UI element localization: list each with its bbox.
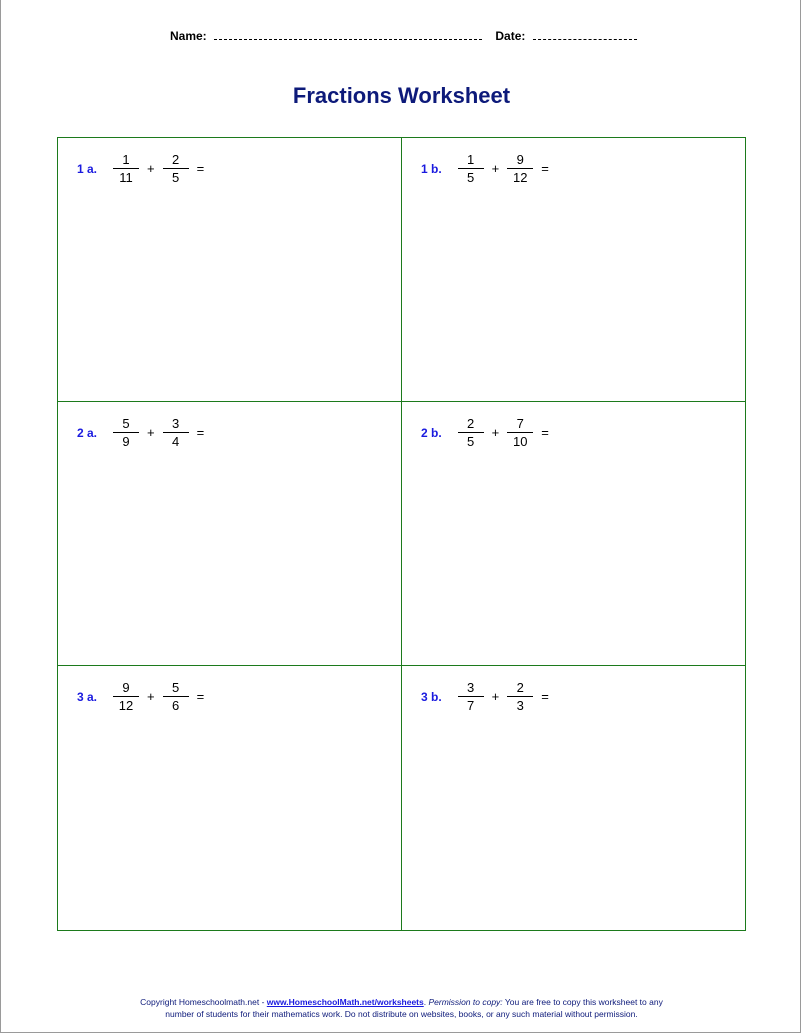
permission-label: Permission to copy: [428, 997, 503, 1007]
copyright-text: Copyright Homeschoolmath.net - [140, 997, 267, 1007]
footer-period: . [423, 997, 429, 1007]
equals-sign: = [196, 425, 205, 440]
denominator: 3 [507, 696, 533, 713]
permission-text: You are free to copy this worksheet to any [502, 997, 663, 1007]
problem-label: 2 b. [421, 425, 442, 440]
numerator: 3 [467, 680, 475, 695]
equals-sign: = [541, 161, 549, 176]
plus-sign: + [491, 161, 500, 176]
numerator: 9 [122, 680, 130, 695]
fraction [111, 152, 141, 185]
numerator: 7 [516, 416, 524, 431]
problem-label: 3 b. [421, 689, 442, 704]
fraction [111, 416, 141, 449]
numerator: 1 [122, 152, 130, 167]
equals-sign: = [541, 425, 549, 440]
problem [77, 680, 210, 713]
problem [421, 416, 555, 449]
footer-line-1 [0, 996, 803, 1008]
footer-line-2: number of students for their mathematics work. Do not distribute on websites, books, or any such material without permission. [165, 1009, 638, 1019]
worksheet-title: Fractions Worksheet [292, 83, 511, 108]
fraction [505, 416, 535, 449]
denominator: 4 [163, 432, 189, 449]
problem-label: 2 a. [77, 425, 98, 440]
equals-sign: = [541, 689, 549, 704]
footer [0, 996, 803, 1020]
equals-sign: = [196, 161, 205, 176]
problem-cell [58, 138, 402, 402]
problem-cell [402, 666, 746, 930]
problem [77, 152, 210, 185]
date-label: Date: [495, 29, 526, 43]
fraction [111, 680, 141, 713]
denominator: 7 [458, 696, 484, 713]
numerator: 2 [467, 416, 475, 431]
plus-sign: + [147, 161, 155, 176]
equals-sign: = [196, 689, 205, 704]
numerator: 1 [467, 152, 475, 167]
denominator: 9 [113, 432, 139, 449]
fraction [505, 680, 535, 713]
problem-label: 3 a. [77, 689, 98, 704]
numerator: 2 [516, 680, 524, 695]
fraction [161, 680, 191, 713]
plus-sign: + [491, 689, 500, 704]
numerator: 3 [171, 416, 180, 431]
fraction [505, 152, 535, 185]
name-blank-line [214, 29, 482, 40]
denominator: 12 [507, 168, 533, 185]
denominator: 6 [163, 696, 189, 713]
plus-sign: + [147, 425, 155, 440]
problem-cell [58, 402, 402, 666]
denominator: 12 [113, 696, 139, 713]
header-line [170, 29, 637, 43]
problem-label: 1 a. [77, 161, 98, 176]
date-blank-line [533, 29, 637, 40]
numerator: 9 [516, 152, 524, 167]
problem-cell [402, 402, 746, 666]
plus-sign: + [147, 689, 155, 704]
denominator: 5 [163, 168, 189, 185]
problem-cell [58, 666, 402, 930]
worksheets-link[interactable]: www.HomeschoolMath.net/worksheets [266, 997, 424, 1007]
problem-label: 1 b. [421, 161, 442, 176]
problem [421, 680, 555, 713]
denominator: 10 [507, 432, 533, 449]
problem-cell [402, 138, 746, 402]
problem [77, 416, 210, 449]
problem-grid [57, 137, 746, 931]
problem [421, 152, 555, 185]
denominator: 11 [113, 168, 139, 185]
plus-sign: + [491, 425, 500, 440]
denominator: 5 [458, 432, 484, 449]
fraction [161, 416, 191, 449]
fraction [456, 416, 486, 449]
numerator: 2 [171, 152, 180, 167]
name-label: Name: [170, 29, 207, 43]
fraction [456, 680, 486, 713]
fraction [161, 152, 191, 185]
denominator: 5 [458, 168, 484, 185]
fraction [456, 152, 486, 185]
numerator: 5 [171, 680, 180, 695]
numerator: 5 [122, 416, 130, 431]
